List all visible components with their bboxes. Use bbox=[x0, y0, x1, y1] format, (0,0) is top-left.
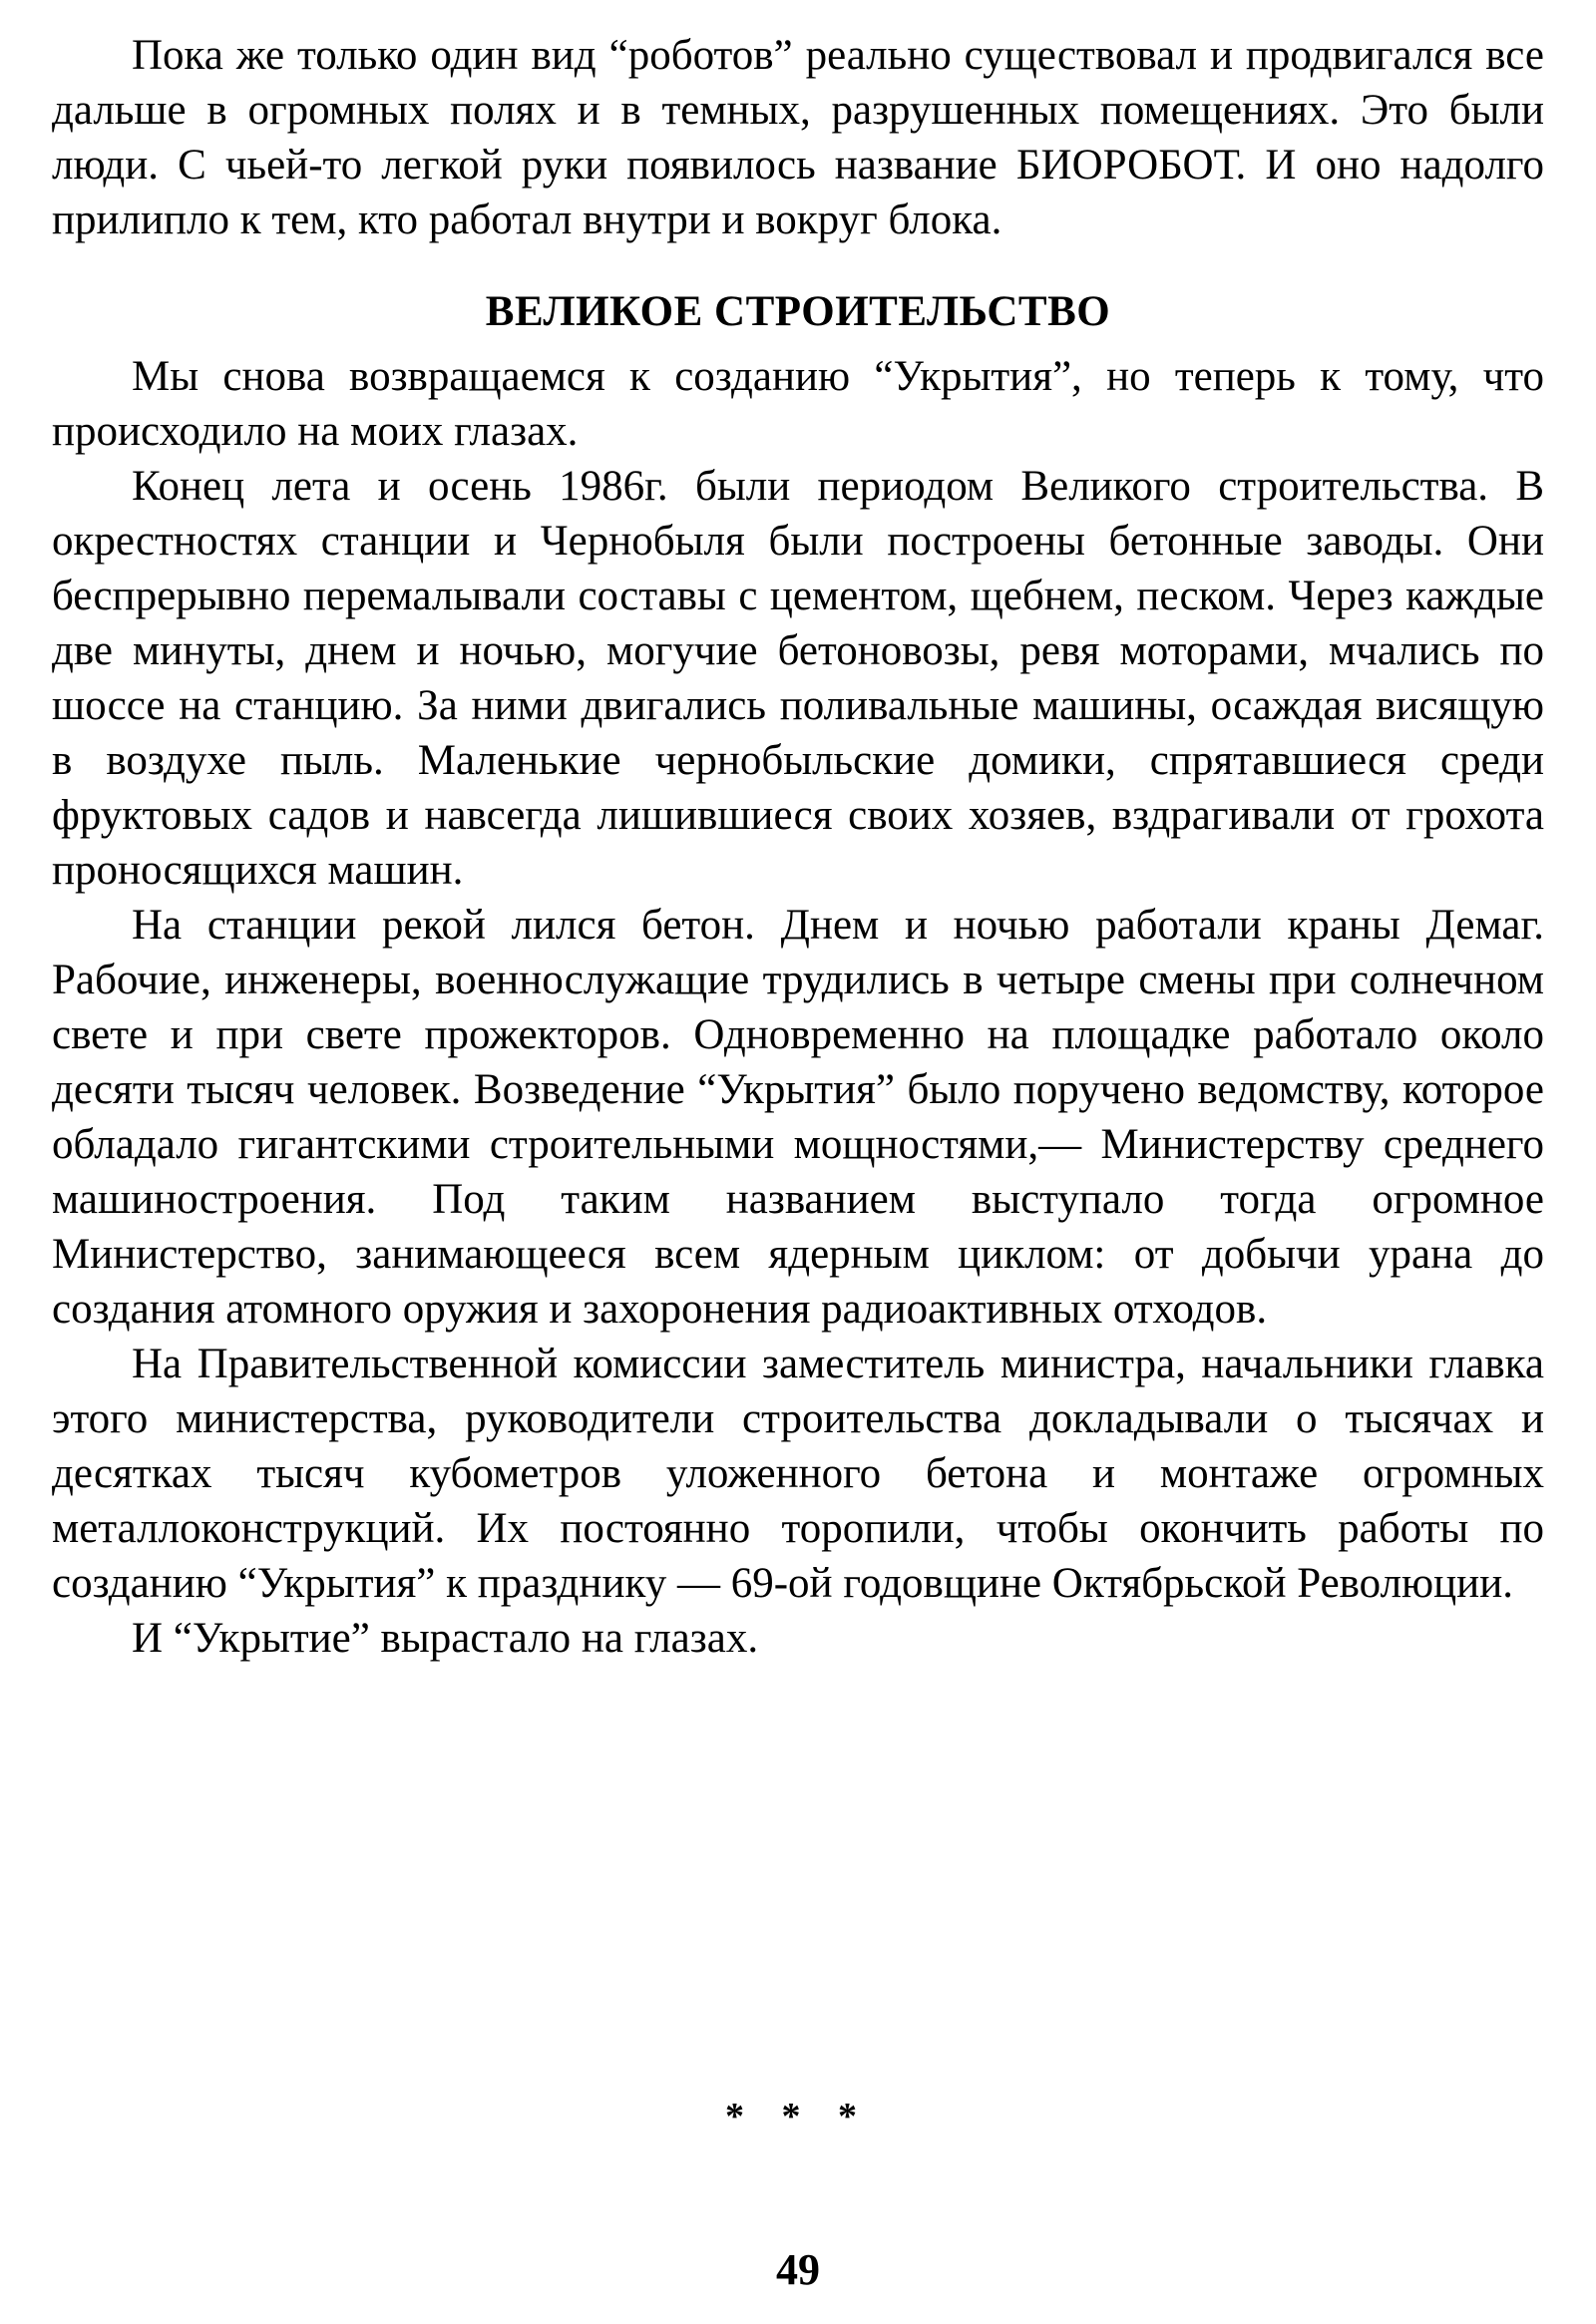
paragraph: На станции рекой лился бетон. Днем и ночью работали краны Демаг. Рабочие, инженеры, военнослужащие трудились в четыре смены при солнечном свете и при свете прожекторов. Одновременно на площадке работало около десяти тысяч человек. Возведение “Укрытия” было поручено ведомству, которое обладало гигантскими строительными мощностями,— Министерству среднего машиностроения. Под таким названием выступало тогда огромное Министерство, занимающееся всем ядерным циклом: от добычи урана до создания атомного оружия и захоронения радиоактивных отходов. bbox=[52, 902, 1544, 1333]
section-heading: ВЕЛИКОЕ СТРОИТЕЛЬСТВО bbox=[485, 288, 1111, 335]
paragraph-intro: Пока же только один вид “роботов” реально существовал и продвигался все дальше в огромных полях и в темных, разрушенных помещениях. Это были люди. С чьей-то легкой руки появилось название БИОРОБОТ. И оно надолго прилипло к тем, кто работал внутри и вокруг блока. bbox=[52, 32, 1544, 243]
page-body bbox=[52, 28, 1544, 1666]
paragraph: На Правительственной комиссии заместитель министра, начальники главка этого министерства, руководители строительства докладывали о тысячах и десятках тысяч кубометров уложенного бетона и монтаже огромных металлоконструкций. Их постоянно торопили, чтобы окончить работы по созданию “Укрытия” к празднику — 69-ой годовщине Октябрьской Революции. bbox=[52, 1341, 1544, 1607]
section-separator: * * * bbox=[725, 2096, 871, 2137]
paragraph-final: И “Укрытие” вырастало на глазах. bbox=[132, 1615, 759, 1662]
page-number: 49 bbox=[776, 2245, 820, 2294]
paragraph: Мы снова возвращаемся к созданию “Укрытия”, но теперь к тому, что происходило на моих глазах. bbox=[52, 353, 1544, 455]
paragraph: Конец лета и осень 1986г. были периодом Великого строительства. В окрестностях станции и Чернобыля были построены бетонные заводы. Они беспрерывно перемалывали составы с цементом, щебнем, песком. Через каждые две минуты, днем и ночью, могучие бетоновозы, ревя моторами, мчались по шоссе на станцию. За ними двигались поливальные машины, осаждая висящую в воздухе пыль. Маленькие чернобыльские домики, спрятавшиеся среди фруктовых садов и навсегда лишившиеся своих хозяев, вздрагивали от грохота проносящихся машин. bbox=[52, 463, 1544, 894]
